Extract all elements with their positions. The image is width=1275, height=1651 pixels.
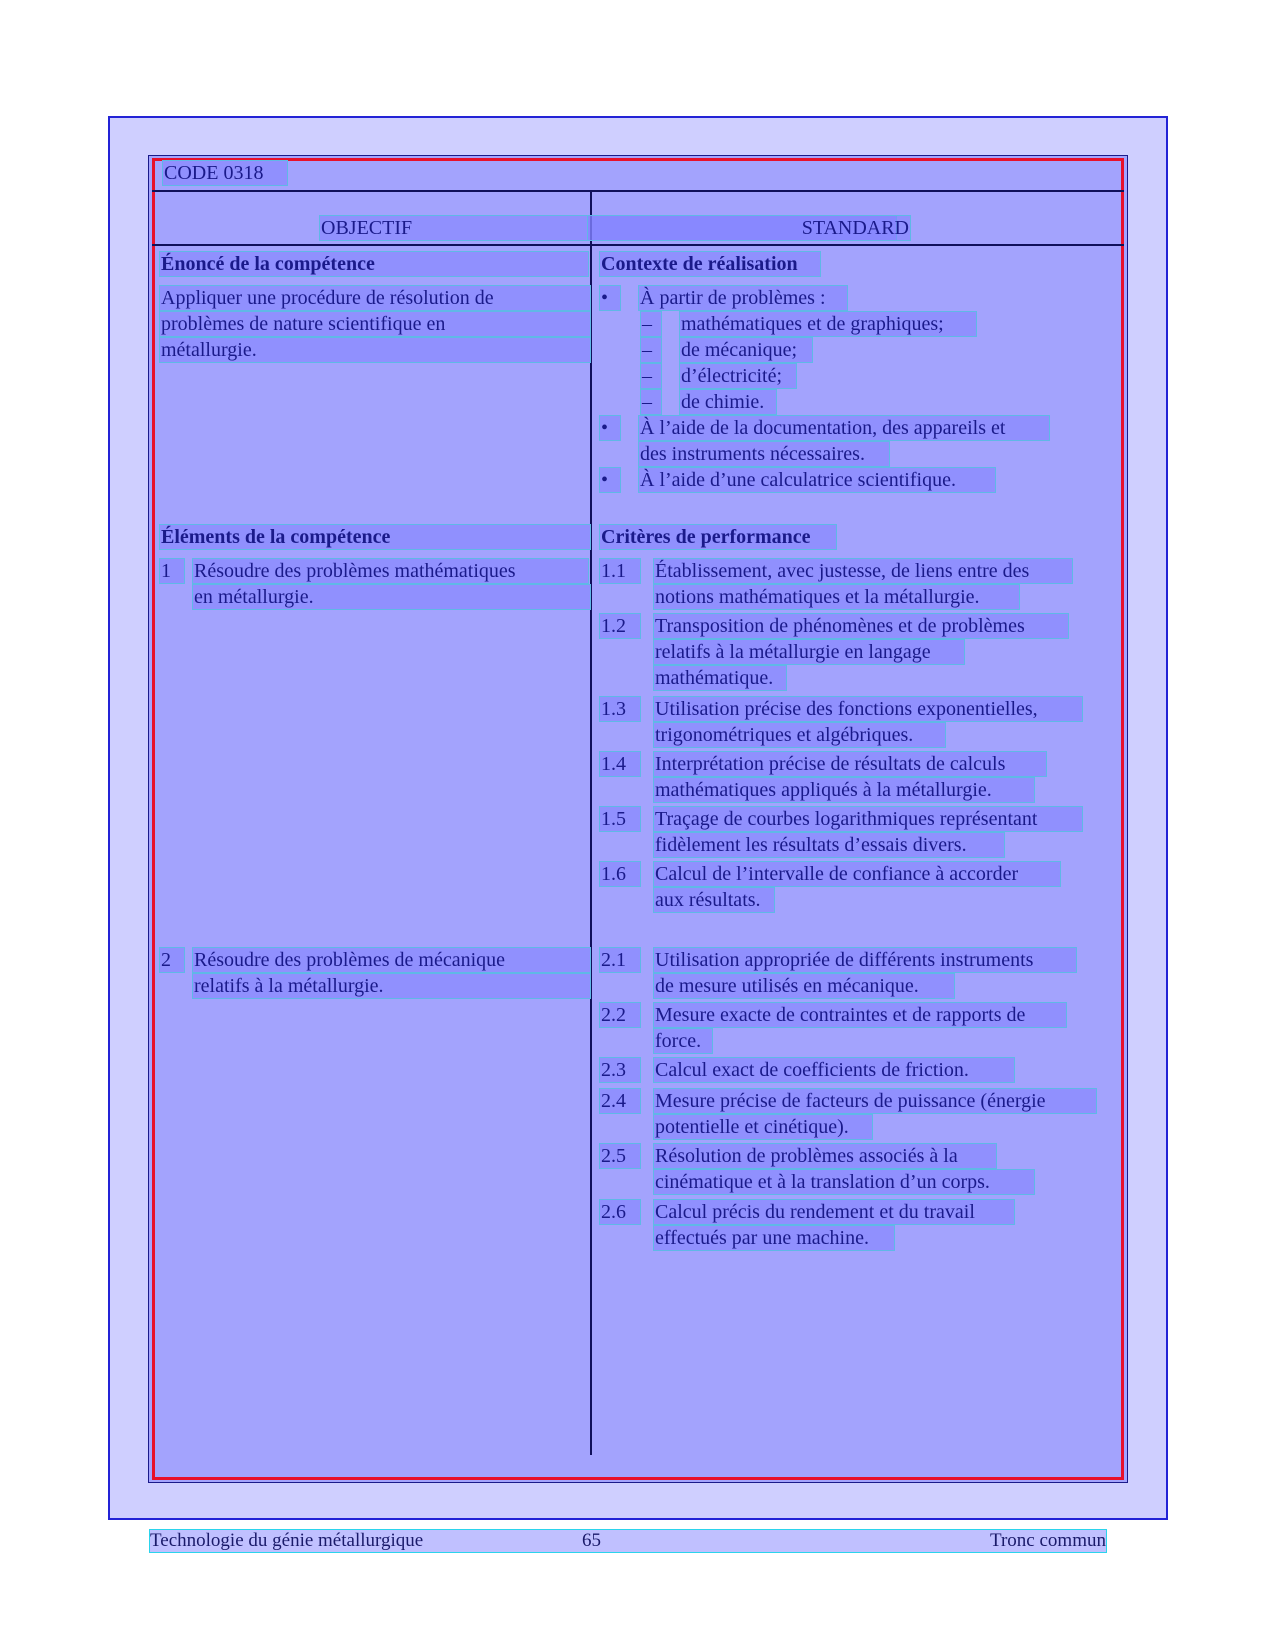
critere-line: cinématique et à la translation d’un corps. [654,1170,1034,1194]
critere-number: 1.6 [600,862,640,886]
critere-line: Calcul exact de coefficients de friction. [654,1058,1014,1082]
element-line: Résoudre des problèmes mathématiques [193,559,588,583]
critere-number: 2.2 [600,1003,640,1027]
critere-line: de mesure utilisés en mécanique. [654,974,954,998]
enonce-line: métallurgie. [160,338,590,362]
element-line: relatifs à la métallurgie. [193,974,590,998]
bullet-glyph: • [600,468,620,492]
critere-line: Utilisation appropriée de différents instruments [654,948,1076,972]
critere-line: Interprétation précise de résultats de calculs [654,752,1046,776]
elements-title: Éléments de la compétence [160,525,590,549]
enonce-line: problèmes de nature scientifique en [160,312,590,336]
element-line: Résoudre des problèmes de mécanique [193,948,590,972]
column-header-standard: STANDARD [588,216,910,240]
critere-line: Établissement, avec justesse, de liens entre des [654,559,1072,583]
critere-number: 1.2 [600,614,640,638]
column-divider [590,192,592,1455]
critere-line: effectués par une machine. [654,1226,894,1250]
critere-number: 2.1 [600,948,640,972]
critere-line: aux résultats. [654,888,774,912]
contexte-bullet: À partir de problèmes : [639,286,847,310]
contexte-bullet: À l’aide d’une calculatrice scientifique. [639,468,995,492]
critere-number: 2.5 [600,1144,640,1168]
footer-section: Tronc commun [990,1530,1106,1551]
contexte-sub-item: mathématiques et de graphiques; [680,312,976,336]
critere-line: mathématique. [654,666,786,690]
contexte-sub-item: de mécanique; [680,338,812,362]
critere-number: 1.4 [600,752,640,776]
column-header-objectif: OBJECTIF [320,216,896,240]
element-line: en métallurgie. [193,585,590,609]
critere-line: notions mathématiques et la métallurgie. [654,585,1019,609]
critere-line: Calcul de l’intervalle de confiance à accorder [654,862,1060,886]
critere-line: Calcul précis du rendement et du travail [654,1200,1014,1224]
bullet-glyph: • [600,286,620,310]
critere-line: Utilisation précise des fonctions exponentielles, [654,697,1082,721]
element-number: 2 [160,948,184,972]
critere-number: 1.3 [600,697,640,721]
critere-line: trigonométriques et algébriques. [654,723,945,747]
enonce-title: Énoncé de la compétence [160,252,588,276]
contexte-sub-item: d’électricité; [680,364,796,388]
contexte-bullet: À l’aide de la documentation, des appareils et [639,416,1049,440]
critere-line: relatifs à la métallurgie en langage [654,640,964,664]
dash-glyph: – [641,312,661,336]
dash-glyph: – [641,364,661,388]
footer-title: Technologie du génie métallurgique [150,1530,424,1551]
critere-line: Mesure exacte de contraintes et de rapports de [654,1003,1066,1027]
bullet-glyph: • [600,416,620,440]
critere-number: 2.6 [600,1200,640,1224]
enonce-line: Appliquer une procédure de résolution de [160,286,590,310]
critere-line: mathématiques appliqués à la métallurgie. [654,778,1034,802]
column-header-divider [152,244,1124,246]
code-label: CODE 0318 [163,161,287,185]
critere-number: 1.1 [600,559,640,583]
element-number: 1 [160,559,184,583]
contexte-title: Contexte de réalisation [600,252,820,276]
critere-line: Transposition de phénomènes et de problèmes [654,614,1068,638]
critere-number: 2.4 [600,1089,640,1113]
page-number: 65 [582,1530,601,1551]
header-divider [152,190,1124,192]
page-footer [150,1530,1106,1552]
contexte-bullet: des instruments nécessaires. [639,442,889,466]
critere-line: Résolution de problèmes associés à la [654,1144,996,1168]
critere-line: Traçage de courbes logarithmiques représentant [654,807,1082,831]
critere-line: Mesure précise de facteurs de puissance (énergie [654,1089,1096,1113]
dash-glyph: – [641,390,661,414]
critere-line: fidèlement les résultats d’essais divers. [654,833,1004,857]
critere-line: potentielle et cinétique). [654,1115,872,1139]
criteres-title: Critères de performance [600,525,836,549]
contexte-sub-item: de chimie. [680,390,776,414]
dash-glyph: – [641,338,661,362]
critere-number: 1.5 [600,807,640,831]
critere-line: force. [654,1029,712,1053]
critere-number: 2.3 [600,1058,640,1082]
